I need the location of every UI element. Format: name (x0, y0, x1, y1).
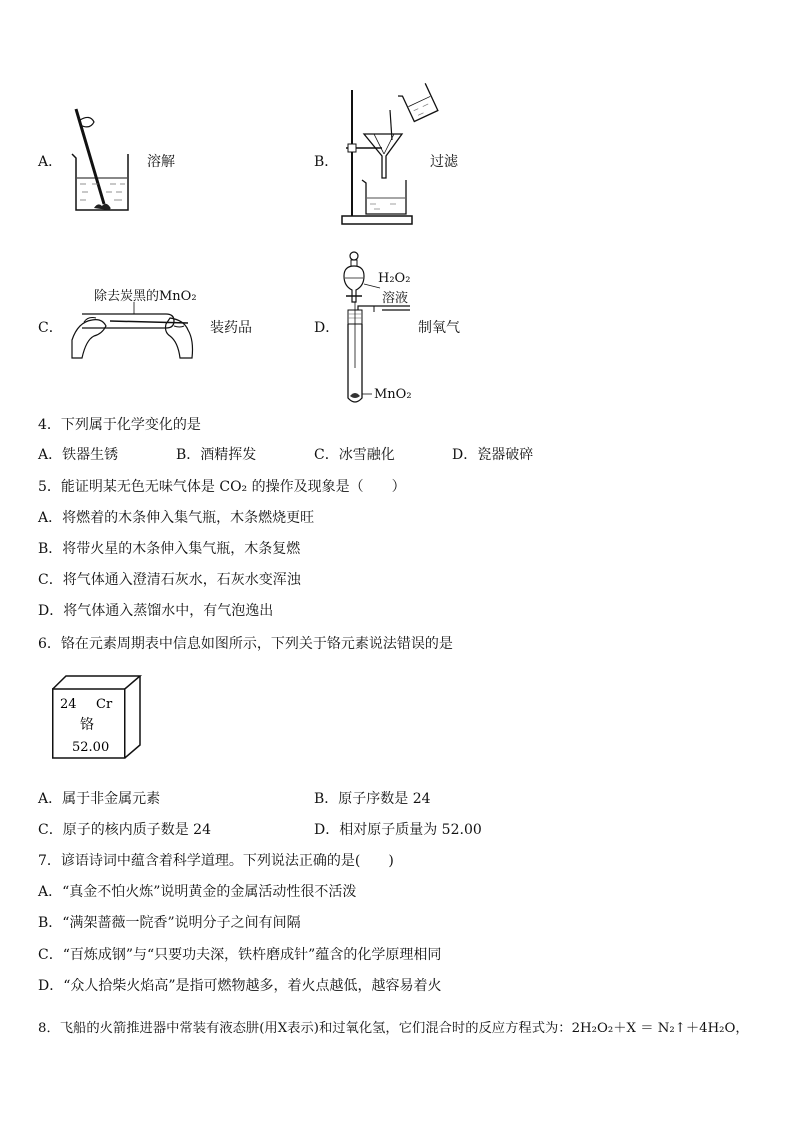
q4-option-b: B．酒精挥发 (176, 447, 257, 463)
q6-stem: 6．铬在元素周期表中信息如图所示，下列关于铬元素说法错误的是 (38, 636, 453, 652)
q4-option-d: D．瓷器破碎 (452, 447, 534, 463)
q5-option-b: B．将带火星的木条伸入集气瓶，木条复燃 (38, 541, 301, 557)
element-mass: 52.00 (72, 740, 110, 755)
q6-option-d: D．相对原子质量为 52.00 (314, 822, 482, 838)
q7-option-c: C．“百炼成钢”与“只要功夫深，铁杵磨成针”蕴含的化学原理相同 (38, 947, 442, 963)
q5-option-d: D．将气体通入蒸馏水中，有气泡逸出 (38, 603, 274, 619)
q7-stem: 7．谚语诗词中蕴含着科学道理。下列说法正确的是( ) (38, 853, 394, 869)
q3-option-a-letter: A． (38, 154, 63, 170)
q3-option-a-label: 溶解 (147, 154, 175, 170)
beaker-stirring-figure (66, 104, 136, 219)
q6-option-a: A．属于非金属元素 (38, 791, 161, 807)
q4-stem: 4．下列属于化学变化的是 (38, 417, 201, 433)
q6-option-b: B．原子序数是 24 (314, 791, 431, 807)
filtration-apparatus-figure (338, 88, 438, 228)
solution-annotation: 溶液 (382, 291, 409, 306)
q4-option-a: A．铁器生锈 (38, 447, 119, 463)
q7-option-b: B．“满架蔷薇一院香”说明分子之间有间隔 (38, 915, 301, 931)
q3-option-b-label: 过滤 (430, 154, 458, 170)
mno2-annotation: 除去炭黑的MnO₂ (94, 289, 197, 304)
q5-stem: 5．能证明某无色无味气体是 CO₂ 的操作及现象是（ ） (38, 479, 406, 495)
q3-option-b-letter: B． (314, 154, 339, 170)
element-cell-figure (52, 675, 144, 759)
q4-option-c: C．冰雪融化 (314, 447, 395, 463)
q5-option-a: A．将燃着的木条伸入集气瓶，木条燃烧更旺 (38, 510, 315, 526)
element-symbol: Cr (96, 697, 113, 712)
q6-option-c: C．原子的核内质子数是 24 (38, 822, 211, 838)
h2o2-annotation: H₂O₂ (378, 271, 411, 286)
element-name: 铬 (80, 717, 94, 733)
q7-option-d: D．“众人拾柴火焰高”是指可燃物越多，着火点越低，越容易着火 (38, 978, 442, 994)
q8-stem: 8．飞船的火箭推进器中常装有液态肼(用X表示)和过氧化氢，它们混合时的反应方程式为：2H₂O₂＋X ＝ N₂↑＋4H₂O， (38, 1021, 749, 1036)
test-tube-loading-figure (70, 300, 200, 362)
q3-option-d-letter: D． (314, 320, 340, 336)
q3-option-c-label: 装药品 (210, 320, 252, 336)
q3-option-d-label: 制氧气 (418, 320, 460, 336)
q5-option-c: C．将气体通入澄清石灰水，石灰水变浑浊 (38, 572, 301, 588)
q7-option-a: A．“真金不怕火炼”说明黄金的金属活动性很不活泼 (38, 884, 357, 900)
mno2-bottom-annotation: MnO₂ (374, 387, 412, 402)
element-number: 24 (60, 697, 77, 712)
q3-option-c-letter: C． (38, 320, 63, 336)
